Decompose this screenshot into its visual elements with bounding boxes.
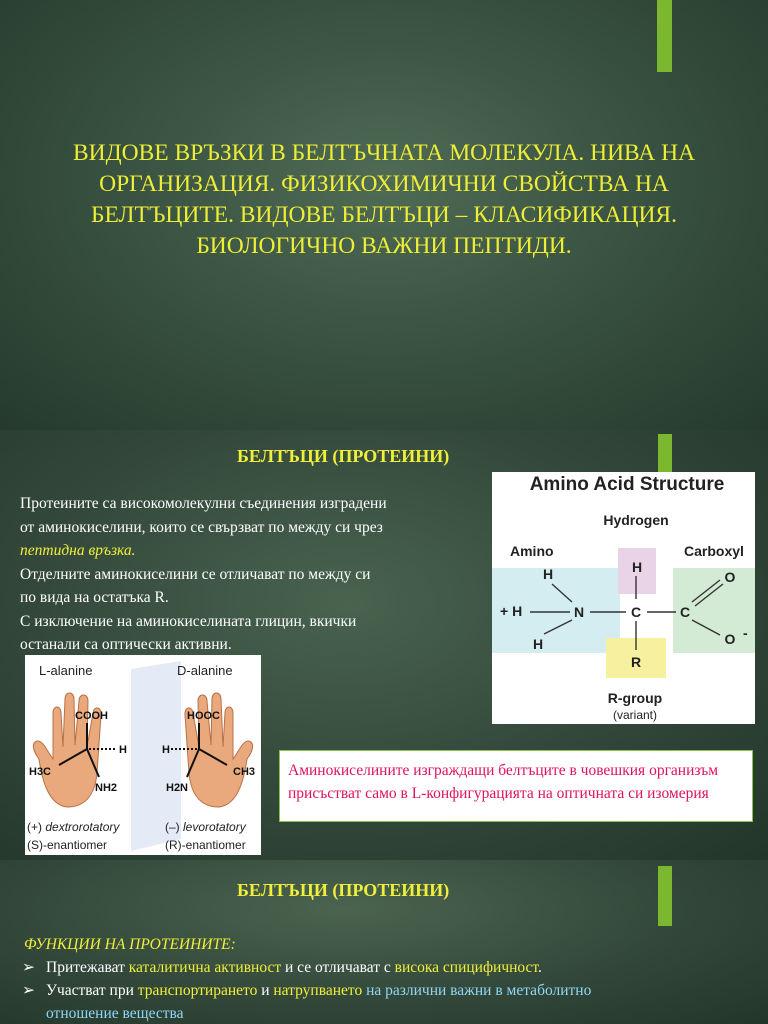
c-carboxyl-atom: C: [679, 604, 691, 620]
arrow-bullet-icon: ➢: [22, 982, 35, 999]
text-line: С изключение на аминокиселината глицин, вкички: [20, 612, 357, 630]
diagram-title: Amino Acid Structure: [529, 474, 725, 495]
ch3-label: CH3: [233, 766, 256, 778]
o-atom: O: [724, 569, 736, 585]
section-title: БЕЛТЪЦИ (ПРОТЕИНИ): [237, 446, 450, 466]
r-enantiomer-caption: (R)-enantiomer: [165, 838, 246, 852]
highlight-storage: натрупването: [273, 982, 363, 999]
h-label: H: [162, 744, 170, 756]
amino-label: Amino: [510, 543, 554, 559]
dextrorotatory-caption: (+) dextrorotatory: [27, 820, 120, 834]
alanine-enantiomers-image: [25, 655, 261, 855]
highlight-transport: транспортирането: [137, 982, 258, 999]
highlight-specificity: висока спицифичност: [394, 959, 539, 976]
text-line: по вида на остатъка R.: [20, 589, 169, 606]
text-line: Отделните аминокиселини се отличават по между си: [20, 565, 371, 583]
h-atom: H: [532, 636, 544, 652]
alanine-svg: [25, 655, 261, 855]
amino-acid-svg: [492, 472, 755, 724]
amino-acid-structure-diagram: [492, 472, 755, 724]
arrow-bullet-icon: ➢: [22, 959, 35, 976]
h-atom: + H: [500, 603, 523, 619]
accent-bar: [658, 866, 672, 926]
variant-label: (variant): [612, 708, 658, 722]
levorotatory-caption: (–) levorotatory: [165, 820, 246, 834]
n-atom: N: [573, 604, 585, 620]
accent-bar: [657, 0, 672, 72]
text-line: Протеините са високомолекулни съединения изградени: [20, 495, 387, 512]
h2n-label: H2N: [166, 782, 189, 794]
slide-title: ВИДОВЕ ВРЪЗКИ В БЕЛТЪЧНАТА МОЛЕКУЛА. НИВА НА ОРГАНИЗАЦИЯ. ФИЗИКОХИМИЧНИ СВОЙСТВА НА БЕЛТЪЦИТЕ. ВИДОВЕ БЕЛТЪЦИ – КЛАСИФИКАЦИЯ. БИОЛОГИЧНО ВАЖНИ ПЕПТИДИ.: [72, 140, 696, 259]
o-atom: O: [724, 631, 736, 647]
r-group-label: R-group: [607, 690, 663, 706]
peptide-bond-term: пептидна връзка.: [20, 542, 136, 559]
d-alanine-label: D-alanine: [177, 663, 233, 678]
list-item: ➢ Участват при транспортирането и натрупването на различни важни в метаболитно отношение вещества: [22, 979, 762, 1024]
cooh-label: COOH: [75, 710, 108, 722]
text-line: от аминокиселини, които се свързват по между си чрез: [20, 518, 383, 536]
slide-1: [0, 0, 768, 430]
r-atom: R: [630, 654, 642, 670]
l-alanine-label: L-alanine: [39, 663, 93, 678]
carboxyl-label: Carboxyl: [684, 543, 744, 559]
hooc-label: HOOC: [187, 710, 220, 722]
h-atom: H: [542, 566, 554, 582]
slide-2: [0, 430, 768, 860]
highlight-catalytic: каталитична активност: [128, 959, 282, 976]
h3c-label: H3C: [29, 766, 52, 778]
c-alpha-atom: C: [630, 604, 642, 620]
list-item: ➢ Притежават каталитична активност и се отличават с висока спицифичност.: [22, 956, 762, 979]
slide-3: [0, 860, 768, 1024]
functions-title: ФУНКЦИИ НА ПРОТЕИНИТЕ:: [24, 936, 236, 953]
functions-list: [22, 956, 762, 1024]
hydrogen-label: Hydrogen: [603, 512, 669, 528]
protein-description: [20, 492, 490, 657]
section-title: БЕЛТЪЦИ (ПРОТЕИНИ): [237, 880, 450, 900]
nh2-label: NH2: [95, 782, 118, 794]
l-configuration-note: Аминокиселините изграждащи белтъците в човешкия организъм присъстват само в L-конфигурацията на оптичната си изомерия: [279, 750, 753, 822]
h-atom: H: [631, 559, 643, 575]
h-label: H: [119, 744, 127, 756]
o-charge: -: [743, 625, 748, 641]
text-line: останали са оптически активни.: [20, 636, 232, 653]
s-enantiomer-caption: (S)-enantiomer: [27, 838, 108, 852]
